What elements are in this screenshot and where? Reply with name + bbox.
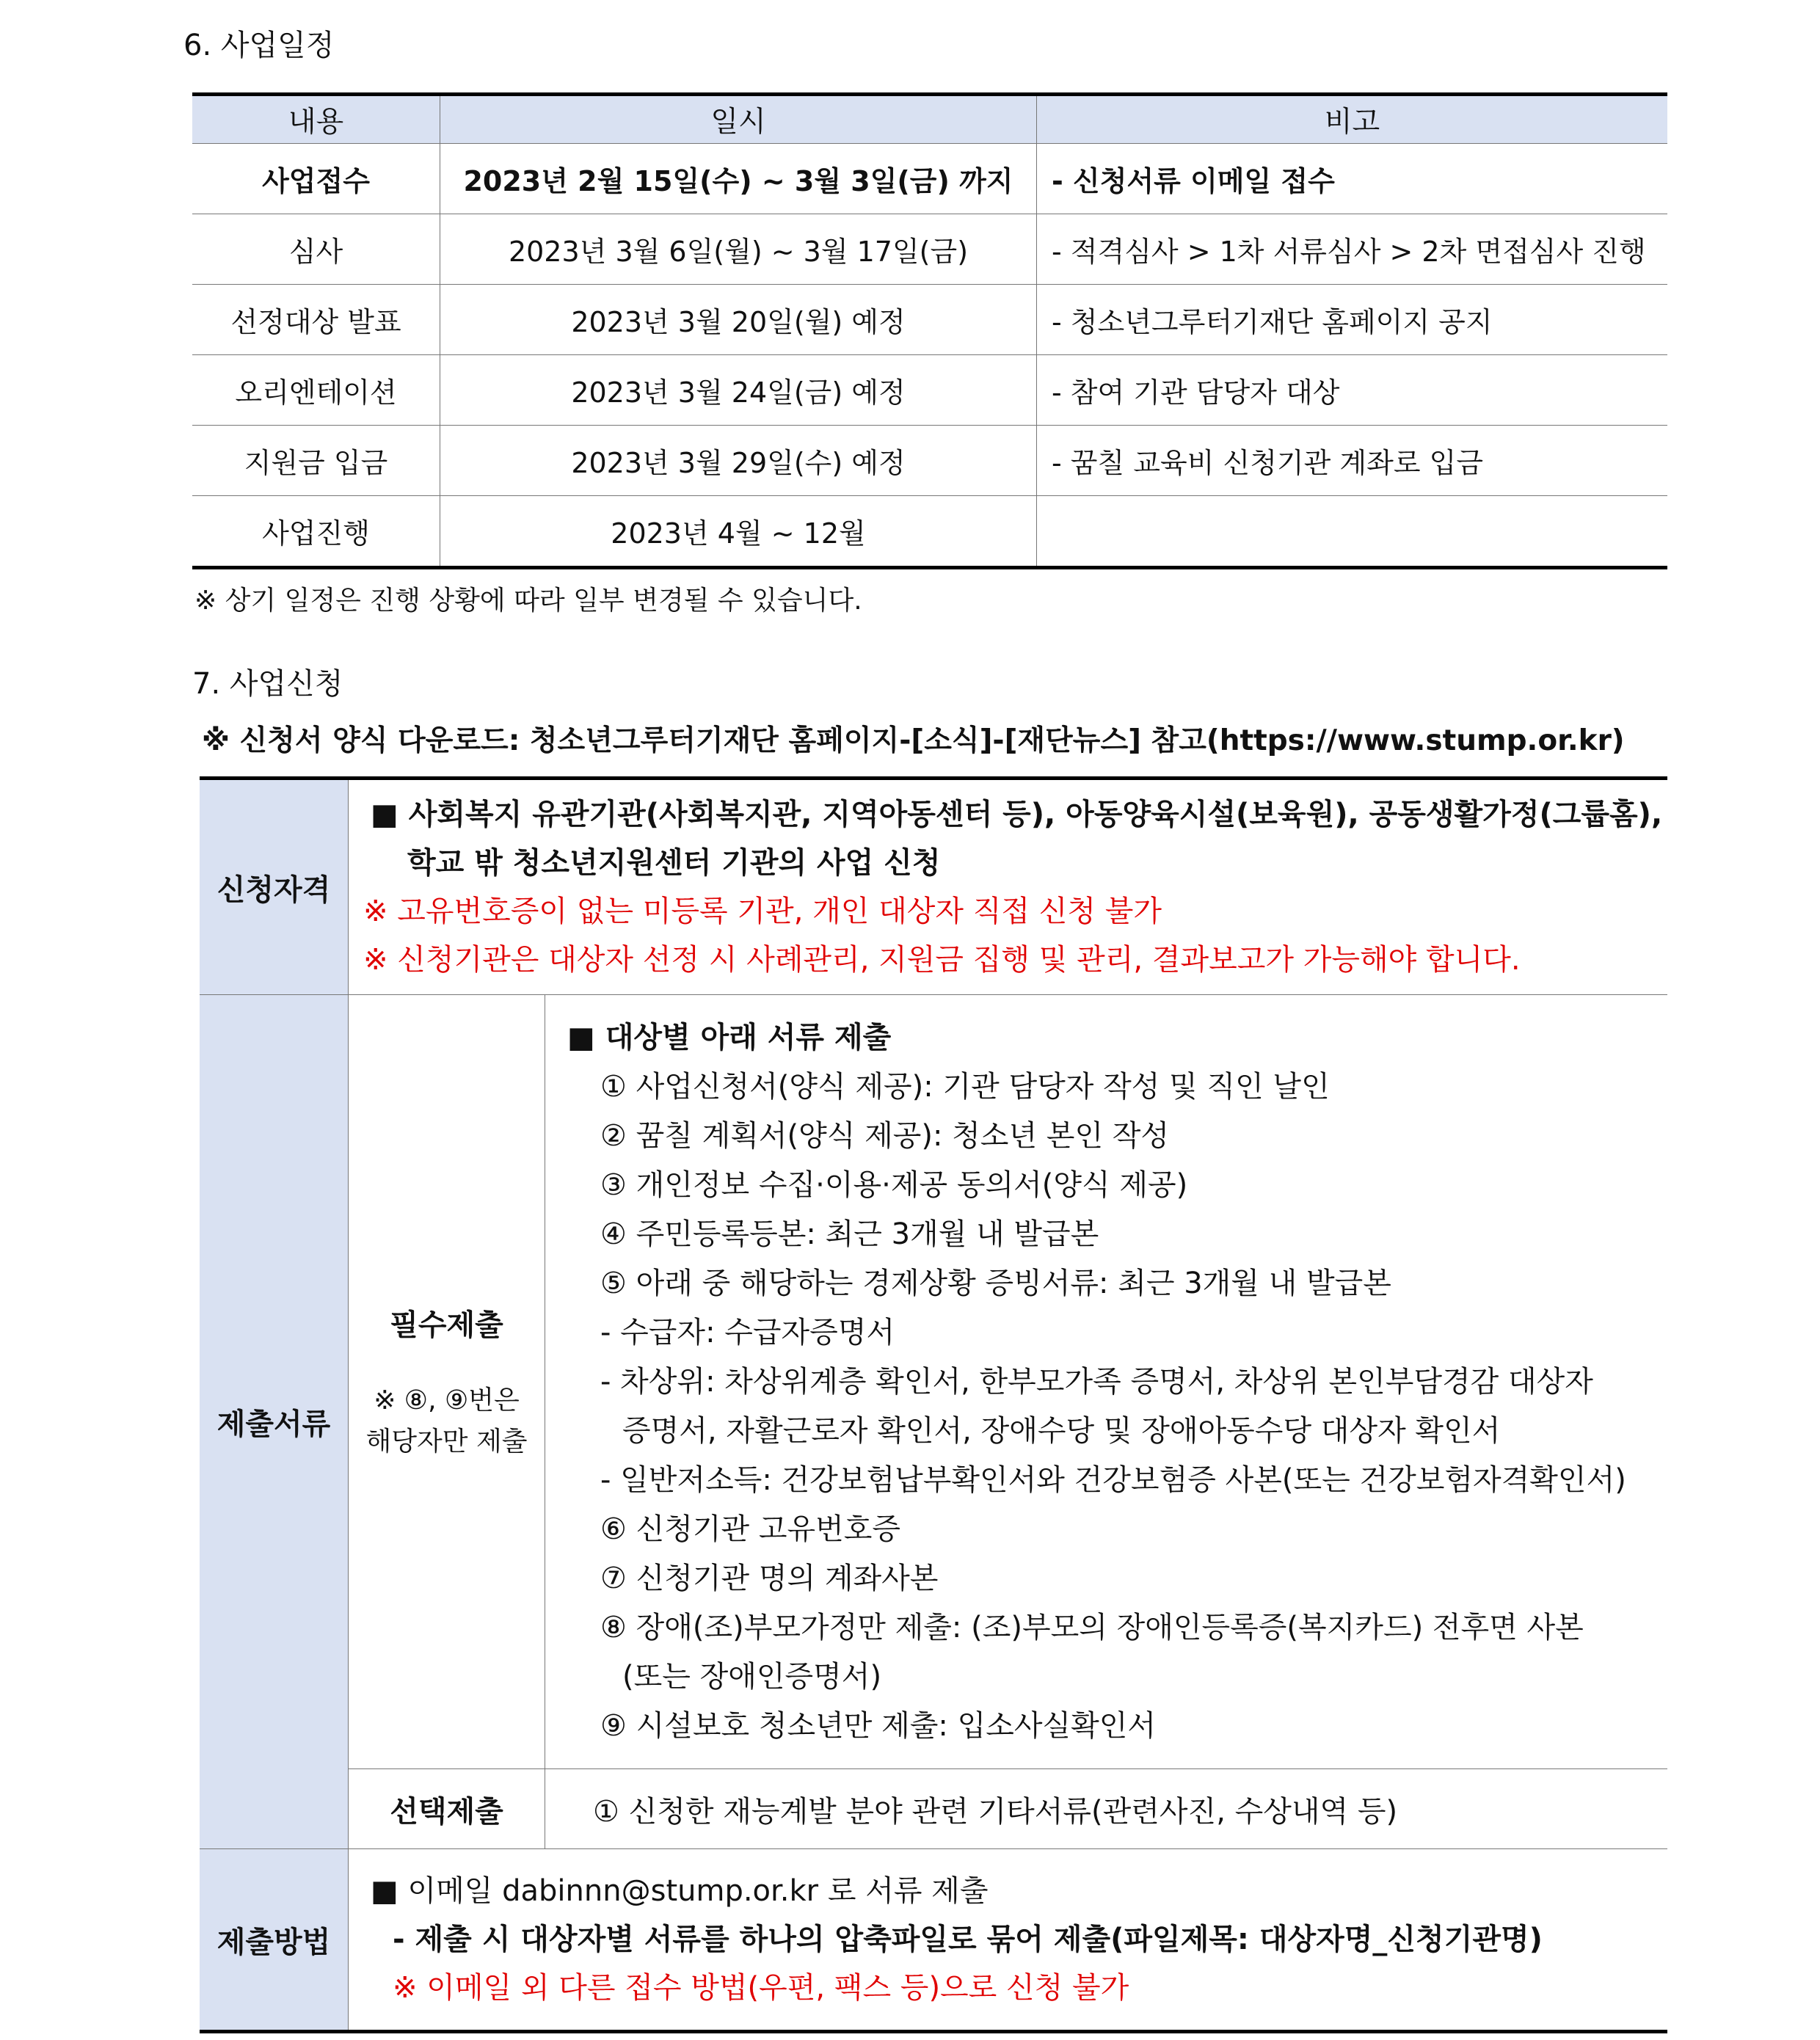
- optional-line: ① 신청한 재능계발 분야 관련 기타서류(관련사진, 수상내역 등): [545, 1769, 1668, 1849]
- schedule-item: 사업접수: [192, 144, 440, 214]
- schedule-note: - 신청서류 이메일 접수: [1037, 144, 1668, 214]
- section-7-title: 7. 사업신청: [192, 667, 343, 701]
- optional-label: 선택제출: [349, 1769, 545, 1849]
- list-item: ⑧ 장애(조)부모가정만 제출: (조)부모의 장애인등록증(복지카드) 전후면 사본: [600, 1610, 1584, 1644]
- schedule-item: 심사: [192, 214, 440, 285]
- list-item: ⑦ 신청기관 명의 계좌사본: [600, 1561, 939, 1595]
- eligibility-content: [349, 779, 1668, 995]
- schedule-date: 2023년 2월 15일(수) ~ 3월 3일(금) 까지: [440, 144, 1037, 214]
- application-table: [200, 776, 1667, 2033]
- schedule-item: 선정대상 발표: [192, 285, 440, 355]
- header-note: 비고: [1037, 95, 1668, 144]
- schedule-header-row: [192, 95, 1667, 144]
- schedule-table: [192, 92, 1667, 569]
- schedule-date: 2023년 4월 ~ 12월: [440, 496, 1037, 568]
- table-row: [192, 426, 1667, 496]
- required-note-2: 해당자만 제출: [365, 1426, 528, 1457]
- eligibility-label: 신청자격: [200, 779, 349, 995]
- schedule-date: 2023년 3월 6일(월) ~ 3월 17일(금): [440, 214, 1037, 285]
- eligibility-line2: 학교 밖 청소년지원센터 기관의 사업 신청: [407, 846, 941, 880]
- table-row: [192, 285, 1667, 355]
- list-item: ③ 개인정보 수집·이용·제공 동의서(양식 제공): [600, 1167, 1188, 1202]
- section-6-title: 6. 사업일정: [183, 29, 335, 62]
- method-line2: - 제출 시 대상자별 서류를 하나의 압축파일로 묶어 제출(파일제목: 대상자명_신청기관명): [393, 1923, 1543, 1956]
- required-note-1: ※ ⑧, ⑨번은: [374, 1385, 520, 1416]
- list-item: (또는 장애인증명서): [622, 1659, 882, 1694]
- list-item: ⑨ 시설보호 청소년만 제출: 입소사실확인서: [600, 1708, 1157, 1743]
- schedule-date: 2023년 3월 24일(금) 예정: [440, 355, 1037, 426]
- documents-optional-row: [200, 1769, 1667, 1849]
- table-row: [192, 496, 1667, 568]
- schedule-item: 지원금 입금: [192, 426, 440, 496]
- list-item: - 차상위: 차상위계층 확인서, 한부모가족 증명서, 차상위 본인부담경감 대상자: [600, 1364, 1593, 1399]
- eligibility-warning-1: ※ 고유번호증이 없는 미등록 기관, 개인 대상자 직접 신청 불가: [363, 895, 1162, 928]
- required-list: [545, 995, 1668, 1769]
- documents-label: 제출서류: [200, 995, 349, 1849]
- required-label: 필수제출: [390, 1308, 503, 1342]
- documents-required-row: [200, 995, 1667, 1769]
- method-label: 제출방법: [200, 1849, 349, 2032]
- header-item: 내용: [192, 95, 440, 144]
- method-line1: ■ 이메일 dabinnn@stump.or.kr 로 서류 제출: [371, 1874, 989, 1908]
- list-item: ① 사업신청서(양식 제공): 기관 담당자 작성 및 직인 날인: [600, 1069, 1330, 1104]
- schedule-note: - 꿈칠 교육비 신청기관 계좌로 입금: [1037, 426, 1668, 496]
- schedule-note: - 청소년그루터기재단 홈페이지 공지: [1037, 285, 1668, 355]
- list-item: ② 꿈칠 계획서(양식 제공): 청소년 본인 작성: [600, 1118, 1170, 1153]
- eligibility-row: [200, 779, 1667, 995]
- method-row: [200, 1849, 1667, 2032]
- method-warning: ※ 이메일 외 다른 접수 방법(우편, 팩스 등)으로 신청 불가: [393, 1971, 1129, 2005]
- table-row: [192, 214, 1667, 285]
- eligibility-warning-2: ※ 신청기관은 대상자 선정 시 사례관리, 지원금 집행 및 관리, 결과보고가 가능해야 합니다.: [363, 943, 1521, 977]
- schedule-date: 2023년 3월 20일(월) 예정: [440, 285, 1037, 355]
- list-item: - 일반저소득: 건강보험납부확인서와 건강보험증 사본(또는 건강보험자격확인서): [600, 1462, 1626, 1497]
- table-row: [192, 144, 1667, 214]
- schedule-footnote: ※ 상기 일정은 진행 상황에 따라 일부 변경될 수 있습니다.: [194, 586, 862, 616]
- method-content: [349, 1849, 1668, 2032]
- list-item: ④ 주민등록등본: 최근 3개월 내 발급본: [600, 1217, 1099, 1251]
- schedule-item: 사업진행: [192, 496, 440, 568]
- schedule-item: 오리엔테이션: [192, 355, 440, 426]
- schedule-note: - 적격심사 > 1차 서류심사 > 2차 면접심사 진행: [1037, 214, 1668, 285]
- header-date: 일시: [440, 95, 1037, 144]
- eligibility-line1: ■ 사회복지 유관기관(사회복지관, 지역아동센터 등), 아동양육시설(보육원), 공동생활가정(그룹홈),: [371, 798, 1663, 831]
- schedule-note: - 참여 기관 담당자 대상: [1037, 355, 1668, 426]
- list-item: ⑤ 아래 중 해당하는 경제상황 증빙서류: 최근 3개월 내 발급본: [600, 1266, 1391, 1300]
- list-item: 증명서, 자활근로자 확인서, 장애수당 및 장애아동수당 대상자 확인서: [622, 1413, 1501, 1448]
- table-row: [192, 355, 1667, 426]
- list-item: - 수급자: 수급자증명서: [600, 1315, 895, 1349]
- list-item: ■ 대상별 아래 서류 제출: [567, 1020, 892, 1054]
- required-cell: [349, 995, 545, 1769]
- list-item: ⑥ 신청기관 고유번호증: [600, 1512, 901, 1546]
- schedule-date: 2023년 3월 29일(수) 예정: [440, 426, 1037, 496]
- schedule-note: [1037, 496, 1668, 568]
- download-note: ※ 신청서 양식 다운로드: 청소년그루터기재단 홈페이지-[소식]-[재단뉴스] 참고(https://www.stump.or.kr): [202, 724, 1625, 757]
